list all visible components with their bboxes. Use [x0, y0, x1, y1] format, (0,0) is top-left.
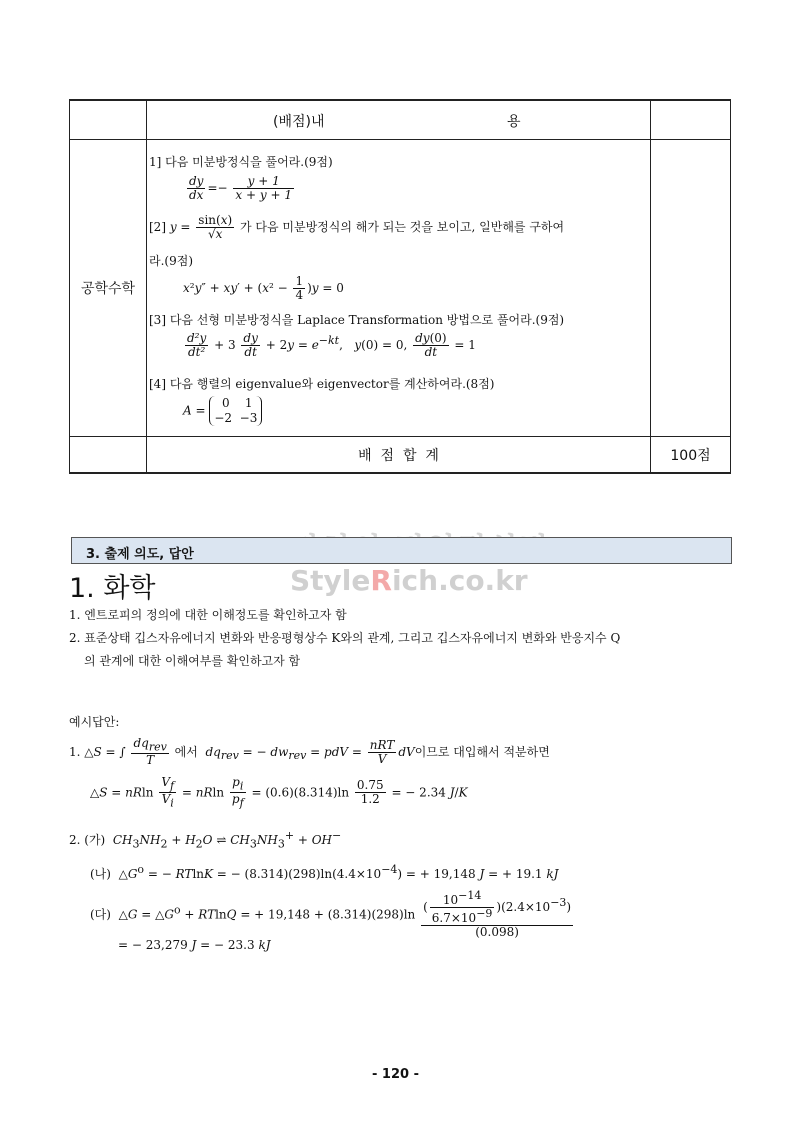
- total-value-cell: [651, 437, 731, 474]
- question-3-equation: $\frac{\text{d²y}}{\text{dt²}}$ + 3 $\frac{dy}{dt}$ + $2y = e^{-kt}$, y(0) = 0, $\frac{dy(0)}{dt}$ = 1: [187, 331, 476, 360]
- question-2-label: [2]: [149, 220, 170, 235]
- section-title-bar: [71, 537, 732, 564]
- subject-heading: 1. 화학: [69, 573, 156, 604]
- question-3-text: [3] 다음 선형 미분방정식을 Laplace Transformation 방법으로 풀어라.(9점): [149, 313, 565, 327]
- questions-score-cell: [651, 140, 731, 437]
- questions-cell: [147, 140, 651, 437]
- section-title: 3. 출제 의도, 답안: [86, 547, 194, 562]
- question-2-text: 가 다음 미분방정식의 해가 되는 것을 보이고, 일반해를 구하여: [239, 220, 565, 235]
- answer-2-ga: 2. (가) $CH_3NH_2 + H_2O$ ⇌ $CH_3NH_3^+ + OH^-$: [69, 829, 342, 851]
- intent-1: 1. 엔트로피의 정의에 대한 이해정도를 확인하고자 함: [69, 608, 347, 622]
- answer-1-line: 1. △S = ∫ $\frac{dq_{rev}}{T}$ 에서 $dq_{rev}$ = − $dw_{rev}$ = pdV = $\frac{\text{nRT}}{V}$ dV이므로 대입해서 적분하면: [69, 736, 550, 768]
- subject-label: 공학수학: [80, 281, 136, 297]
- header-content-label-end: 용: [507, 114, 521, 130]
- watermark-url: StyleRich.co.kr: [290, 564, 528, 597]
- exam-table: [69, 99, 731, 474]
- total-label-cell: [147, 437, 651, 474]
- question-1-equation: $\frac{dy}{dx}$ =− $\frac{y + 1}{x + y + 1}$: [189, 174, 292, 203]
- question-2-line: [2] y = $\frac{\sin(x)}{√x}$ 가 다음 미분방정식의 해가 되는 것을 보이고, 일반해를 구하여: [149, 213, 565, 242]
- total-value: 100점: [670, 447, 711, 464]
- question-1-text: 1] 다음 미분방정식을 풀어라.(9점): [149, 155, 333, 169]
- header-content-label: (배점)내: [273, 114, 325, 130]
- question-4-matrix: A = 0 1 −2 −3: [183, 396, 262, 426]
- answer-2-da: (다) △G = $\triangle G^o + RTlnQ$ = + 19,148 + (8.314)(298)ln ( $\frac{10^{-14}}{6.7\times 10^{-9}}$ )$(2.4\times 10^{-3})$ (0.098): [90, 889, 572, 940]
- intent-2: 2. 표준상태 깁스자유에너지 변화와 반응평형상수 K와의 관계, 그리고 깁스자유에너지 변화와 반응지수 Q: [69, 631, 621, 645]
- answer-1-result: △S = nRln $\frac{V_f}{V_i}$ = nRln $\frac{p_i}{p_f}$ = (0.6)(8.314)ln $\frac{0.75}{1.2}$ = − 2.34 J/K: [90, 775, 468, 810]
- header-score-cell: [651, 100, 731, 140]
- question-4-text: [4] 다음 행렬의 eigenvalue와 eigenvector를 계산하여라.(8점): [149, 377, 495, 391]
- footer-blank-cell: [70, 437, 147, 474]
- total-label: 배 점 합 계: [358, 447, 439, 464]
- header-content-cell: [147, 100, 651, 140]
- answer-2-da-result: = − 23,279 J = − 23.3 kJ: [118, 938, 271, 952]
- answer-2-na: (나) $\triangle G^o$ = − RTlnK = − $(8.314)(298)\ln(4.4\times 10^{-4})$ = + 19,148 J = + 19.1 kJ: [90, 863, 559, 881]
- example-answer-label: 예시답안:: [69, 715, 120, 729]
- question-2-text-end: 라.(9점): [149, 254, 193, 268]
- header-blank-cell: [70, 100, 147, 140]
- question-2-equation: x²y″ + xy′ + (x² − $\frac{1}{4}$ )y = 0: [183, 274, 344, 303]
- page-number: - 120 -: [372, 1067, 419, 1082]
- intent-2-cont: 의 관계에 대한 이해여부를 확인하고자 함: [84, 654, 301, 668]
- subject-cell: [70, 140, 147, 437]
